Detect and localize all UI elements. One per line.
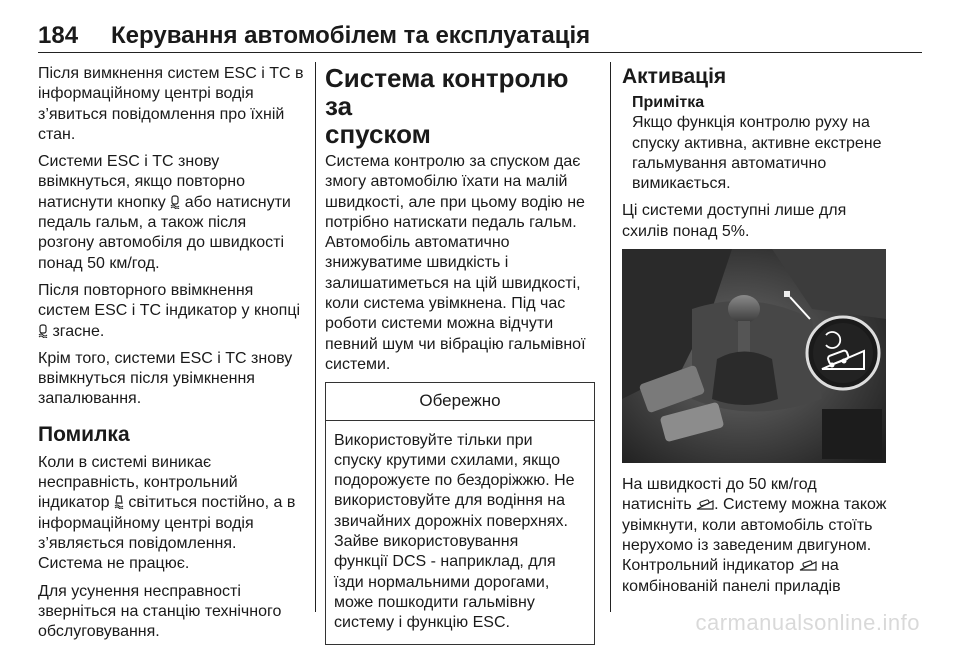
text-line: інформаційному центрі водія	[38, 85, 254, 103]
text-line: увімкнути, коли автомобіль стоїть	[622, 516, 873, 534]
column-divider	[315, 62, 316, 612]
text-line: може пошкодити гальмівну	[334, 593, 535, 611]
text-line: певний шум чи вібрацію гальмівної	[325, 335, 586, 353]
hill-descent-icon	[696, 497, 714, 511]
warning-body	[326, 421, 594, 644]
text-line: спуску активна, активне екстрене	[632, 134, 882, 152]
text-line: Якщо функція контролю руху на	[632, 114, 870, 132]
paragraph	[38, 582, 308, 643]
warning-title: Обережно	[326, 383, 594, 420]
text-line: педаль гальм, а також після	[38, 214, 247, 232]
text-line: несправність, контрольний	[38, 474, 238, 492]
note-text	[622, 113, 892, 194]
text-line: Ці системи доступні лише для	[622, 202, 847, 220]
text-line: з’явиться повідомлення про їхній	[38, 105, 285, 123]
watermark: carmanualsonline.info	[695, 610, 920, 635]
paragraph	[38, 453, 308, 575]
text-line	[622, 495, 892, 515]
text-line: Коли в системі виникає	[38, 453, 212, 471]
text-line: Використовуйте тільки при	[334, 431, 533, 449]
esc-indicator-icon	[114, 495, 124, 509]
text-line: стан.	[38, 125, 76, 143]
paragraph	[38, 152, 308, 274]
text-line: ввімкнуться, якщо повторно	[38, 173, 245, 191]
text-line: гальмування автоматично	[632, 154, 827, 172]
text-line: змогу автомобілю їхати на малій	[325, 173, 568, 191]
text-fragment: натисніть	[622, 496, 692, 514]
section-heading-activation: Активація	[622, 65, 727, 88]
text-line: Для усунення несправності	[38, 582, 241, 600]
text-fragment: . Систему можна також	[714, 496, 887, 514]
text-line	[622, 556, 892, 576]
paragraph	[38, 281, 308, 342]
text-fragment: на	[821, 557, 839, 575]
text-line: потрібно натискати педаль гальм.	[325, 213, 577, 231]
text-line: нерухомо із заведеним двигуном.	[622, 536, 872, 554]
text-line: Автомобіль автоматично	[325, 234, 510, 252]
section-heading-dcs	[325, 64, 595, 148]
heading-line: спуском	[325, 119, 431, 149]
esc-off-icon	[38, 324, 48, 338]
text-line: Зайве використовування	[334, 533, 519, 551]
text-line: інформаційному центрі водія	[38, 514, 254, 532]
text-line: ввімкнуться після увімкнення	[38, 370, 255, 388]
text-line: обслуговування.	[38, 623, 160, 641]
text-line: Система контролю за спуском дає	[325, 153, 581, 170]
text-line: Після повторного ввімкнення	[38, 281, 254, 299]
text-line: понад 50 км/год.	[38, 254, 160, 272]
text-fragment: Контрольний індикатор	[622, 557, 795, 575]
text-line	[38, 322, 308, 342]
text-line: схилів понад 5%.	[622, 222, 750, 240]
text-line: функції DCS - наприклад, для	[334, 553, 556, 571]
text-line: систем ESC і TC індикатор у кнопці	[38, 302, 301, 320]
text-line: використовуйте для водіння на	[334, 492, 566, 510]
text-line: Після вимкнення систем ESC і TC в	[38, 65, 304, 82]
text-line: системи.	[325, 355, 391, 373]
text-line: розгону автомобіля до швидкості	[38, 234, 285, 252]
text-line	[38, 193, 308, 213]
paragraph	[38, 349, 308, 410]
text-line: роботи системи можна відчути	[325, 315, 554, 333]
text-fragment: або натиснути	[184, 193, 291, 211]
paragraph	[334, 431, 586, 634]
text-line: залишатиметься на цій швидкості,	[325, 274, 581, 292]
paragraph	[622, 201, 892, 242]
text-line: вимикається.	[632, 175, 731, 193]
text-line: звичайних дорожніх поверхнях.	[334, 512, 568, 530]
column-1	[38, 64, 308, 649]
text-fragment: індикатор	[38, 494, 110, 512]
dcs-button-photo	[622, 249, 886, 463]
page-header	[38, 22, 922, 53]
column-2	[325, 64, 595, 645]
text-line: комбінованій панелі приладів	[622, 577, 841, 595]
text-line	[38, 493, 308, 513]
text-line: їзди нормальними дорогами,	[334, 573, 550, 591]
hill-descent-icon	[799, 558, 817, 572]
text-line: Системи ESC і TC знову	[38, 153, 220, 171]
esc-off-icon	[170, 195, 180, 209]
car-interior-illustration	[622, 249, 886, 463]
text-line: Крім того, системи ESC і TC знову	[38, 349, 293, 367]
text-fragment: згасне.	[52, 322, 105, 340]
text-fragment: натиснути кнопку	[38, 193, 166, 211]
page-number: 184	[38, 22, 79, 49]
text-line: знижуватиме швидкість і	[325, 254, 509, 272]
column-3	[622, 64, 892, 604]
text-line: На швидкості до 50 км/год	[622, 476, 817, 494]
text-line: Система не працює.	[38, 555, 190, 573]
text-line: подорожуєте по бездоріжжю. Не	[334, 472, 575, 490]
section-heading-error: Помилка	[38, 422, 130, 446]
text-fragment: світиться постійно, а в	[128, 494, 296, 512]
text-line: систему і функцію ESC.	[334, 614, 510, 632]
text-line: коли система увімкнена. Під час	[325, 295, 566, 313]
paragraph	[38, 64, 308, 145]
page-title: Керування автомобілем та експлуатація	[111, 22, 591, 49]
text-line: зверніться на станцію технічного	[38, 602, 282, 620]
text-line: з’являється повідомлення.	[38, 534, 237, 552]
warning-box	[325, 382, 595, 644]
heading-line: Система контролю за	[325, 63, 569, 121]
column-divider	[610, 62, 611, 612]
paragraph	[622, 475, 892, 597]
text-line: запалювання.	[38, 390, 142, 408]
text-line: швидкості, але при цьому водію не	[325, 193, 585, 211]
note-title: Примітка	[632, 94, 705, 111]
paragraph	[325, 152, 595, 375]
text-line: спуску крутими схилами, якщо	[334, 451, 561, 469]
